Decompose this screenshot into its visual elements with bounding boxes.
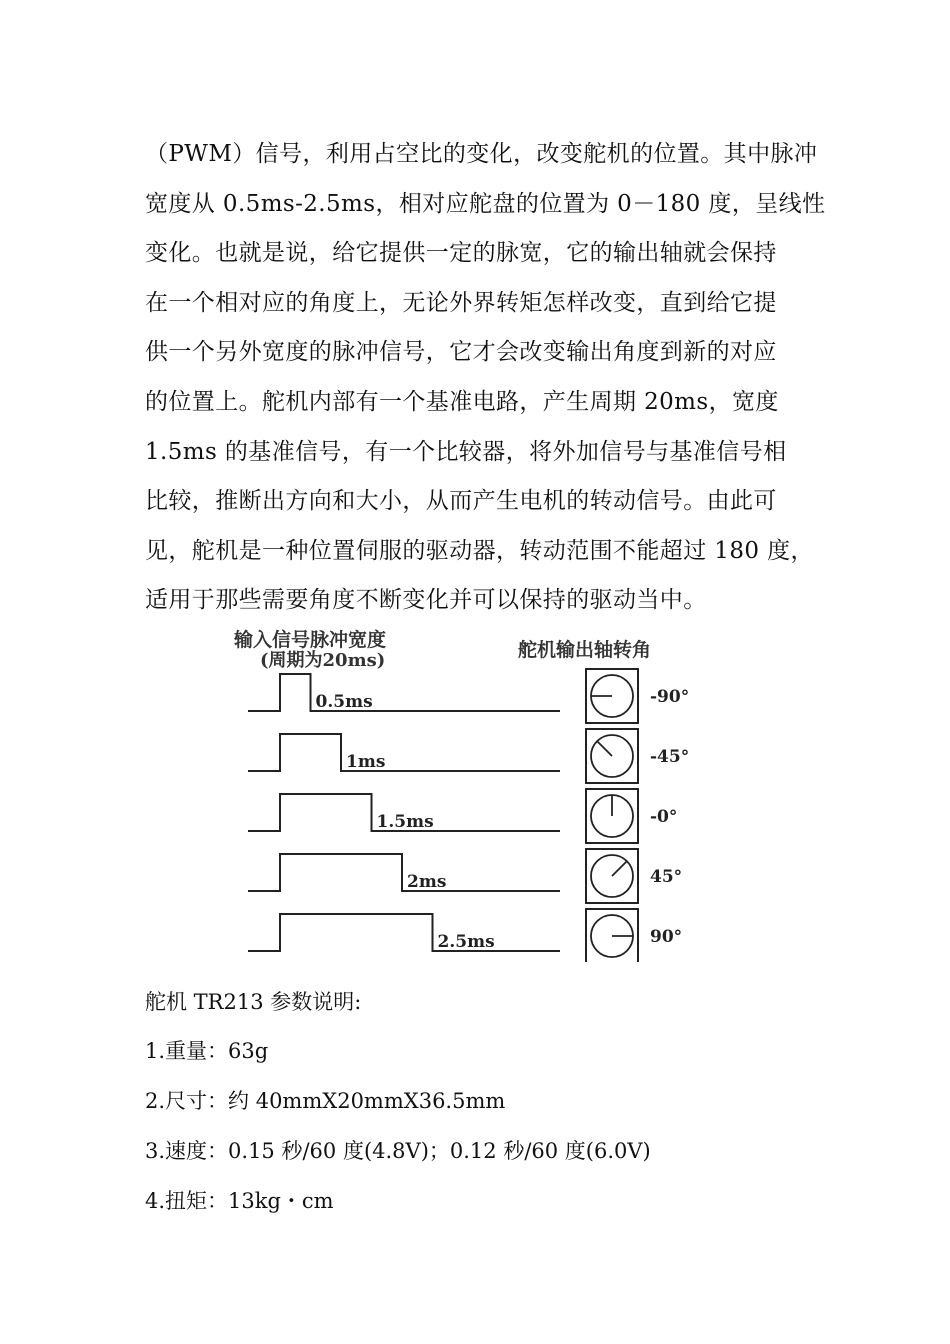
param-weight: 1.重量：63g	[145, 1039, 269, 1063]
figure-right-title: 舵机输出轴转角	[518, 639, 652, 661]
servo-angle-label: 45°	[650, 867, 683, 887]
pulse-waveform	[248, 854, 560, 891]
paragraph-line: 比较，推断出方向和大小，从而产生电机的转动信号。由此可	[145, 488, 777, 515]
pulse-width-label: 2.5ms	[437, 932, 495, 952]
servo-arm	[597, 741, 612, 756]
servo-arm	[612, 861, 627, 876]
pulse-width-label: 1ms	[346, 752, 386, 772]
params-title: 舵机 TR213 参数说明:	[145, 990, 362, 1014]
paragraph-line: 供一个另外宽度的脉冲信号，它才会改变输出角度到新的对应	[145, 339, 777, 366]
param-size: 2.尺寸：约 40mmX20mmX36.5mm	[145, 1089, 506, 1113]
pwm-servo-diagram	[230, 622, 750, 962]
figure-left-title: 输入信号脉冲宽度	[234, 629, 387, 651]
paragraph-line: 在一个相对应的角度上，无论外界转矩怎样改变，直到给它提	[145, 289, 777, 316]
servo-angle-label: -45°	[650, 747, 690, 767]
servo-angle-label: 90°	[650, 927, 683, 947]
paragraph-line: 1.5ms 的基准信号，有一个比较器，将外加信号与基准信号相	[145, 438, 787, 465]
pulse-width-label: 0.5ms	[315, 692, 373, 712]
paragraph-line: 见，舵机是一种位置伺服的驱动器，转动范围不能超过 180 度，	[145, 537, 814, 564]
pulse-width-label: 2ms	[407, 872, 447, 892]
figure-left-subtitle: (周期为20ms)	[260, 650, 386, 671]
body-paragraph	[145, 130, 826, 626]
param-torque: 4.扭矩：13kg・cm	[145, 1189, 334, 1213]
pulse-waveform	[248, 674, 560, 711]
paragraph-line: 适用于那些需要角度不断变化并可以保持的驱动当中。	[145, 587, 707, 614]
paragraph-line: （PWM）信号，利用占空比的变化，改变舵机的位置。其中脉冲	[145, 141, 818, 167]
param-speed: 3.速度：0.15 秒/60 度(4.8V)；0.12 秒/60 度(6.0V)	[145, 1139, 651, 1163]
paragraph-line: 变化。也就是说，给它提供一定的脉宽，它的输出轴就会保持	[145, 240, 777, 267]
pulse-waveform	[248, 734, 560, 771]
paragraph-line: 宽度从 0.5ms-2.5ms，相对应舵盘的位置为 0－180 度，呈线性	[145, 190, 826, 217]
servo-angle-label: -0°	[650, 807, 678, 827]
servo-angle-label: -90°	[650, 687, 690, 707]
pulse-waveform	[248, 914, 560, 951]
paragraph-line: 的位置上。舵机内部有一个基准电路，产生周期 20ms，宽度	[145, 388, 779, 415]
pulse-width-label: 1.5ms	[376, 812, 434, 832]
